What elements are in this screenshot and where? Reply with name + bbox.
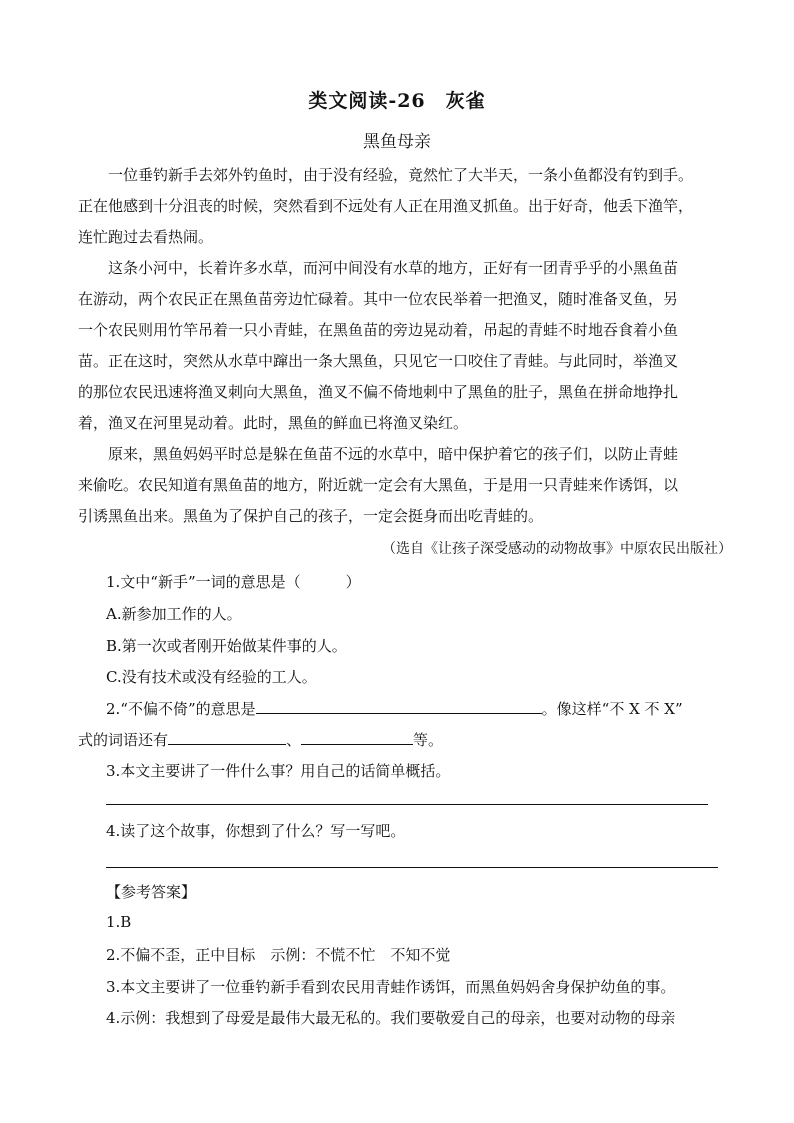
passage-source: （选自《让孩子深受感动的动物故事》中原农民出版社） <box>382 541 732 557</box>
answer-line[interactable] <box>106 804 708 805</box>
text-line: 苗。正在这时，突然从水草中蹿出一条大黑鱼，只见它一口咬住了青蛙。与此同时，举渔叉 <box>78 352 679 370</box>
question-4: 4.读了这个故事，你想到了什么？写一写吧。 <box>106 822 406 840</box>
question-2-line-1 <box>106 697 683 719</box>
text-line: 正在他感到十分沮丧的时候，突然看到不远处有人正在用渔叉抓鱼。出于好奇，他丢下渔竿， <box>78 197 694 215</box>
text-line: 这条小河中，长着许多水草，而河中间没有水草的地方，正好有一团青乎乎的小黑鱼苗 <box>78 259 679 277</box>
answer-3: 3.本文主要讲了一位垂钓新手看到农民用青蛙作诱饵，而黑鱼妈妈舍身保护幼鱼的事。 <box>106 978 676 996</box>
passage-paragraph-1 <box>78 160 718 253</box>
question-3: 3.本文主要讲了一件什么事？用自己的话简单概括。 <box>106 762 451 780</box>
question-2-text: 2.“不偏不倚”的意思是 <box>106 700 256 718</box>
text-line: 着，渔叉在河里晃动着。此时，黑鱼的鲜血已将渔叉染红。 <box>78 414 469 432</box>
question-1-option-a: A.新参加工作的人。 <box>106 605 242 623</box>
passage-paragraph-3 <box>78 439 718 532</box>
question-1-option-c: C.没有技术或没有经验的工人。 <box>106 668 317 686</box>
answer-line[interactable] <box>106 867 718 868</box>
text-line: 一位垂钓新手去郊外钓鱼时，由于没有经验，竟然忙了大半天，一条小鱼都没有钓到手。 <box>78 166 694 184</box>
passage-title: 黑鱼母亲 <box>363 132 431 152</box>
page-title: 类文阅读-26 灰雀 <box>308 90 486 112</box>
question-2-line-2 <box>78 728 443 750</box>
answer-4: 4.示例：我想到了母爱是最伟大最无私的。我们要敬爱自己的母亲，也要对动物的母亲 <box>106 1009 676 1027</box>
text-line: 的那位农民迅速将渔叉刺向大黑鱼，渔叉不偏不倚地刺中了黑鱼的肚子，黑鱼在拼命地挣扎 <box>78 383 679 401</box>
separator: 、 <box>286 731 302 749</box>
answer-blank[interactable] <box>256 697 542 714</box>
text-line: 一个农民则用竹竿吊着一只小青蛙，在黑鱼苗的旁边晃动着，吊起的青蛙不时地吞食着小鱼 <box>78 321 679 339</box>
question-2-text: 式的词语还有 <box>78 731 169 749</box>
text-line: 在游动，两个农民正在黑鱼苗旁边忙碌着。其中一位农民举着一把渔叉，随时准备叉鱼，另 <box>78 290 679 308</box>
text-line: 引诱黑鱼出来。黑鱼为了保护自己的孩子，一定会挺身而出吃青蛙的。 <box>78 507 544 525</box>
text-line: 来偷吃。农民知道有黑鱼苗的地方，附近就一定会有大黑鱼，于是用一只青蛙来作诱饵，以 <box>78 476 679 494</box>
text-line: 原来，黑鱼妈妈平时总是躲在鱼苗不远的水草中，暗中保护着它的孩子们，以防止青蛙 <box>78 445 679 463</box>
question-1: 1.文中“新手”一词的意思是（ ） <box>106 573 361 591</box>
question-2-text-end: 等。 <box>413 731 444 749</box>
text-line: 连忙跑过去看热闹。 <box>78 228 214 246</box>
question-2-text-tail: 。像这样“不 X 不 X” <box>541 700 683 718</box>
answer-blank[interactable] <box>301 728 413 745</box>
answer-1: 1.B <box>106 913 132 931</box>
answer-blank[interactable] <box>168 728 286 745</box>
answer-key-heading: 【参考答案】 <box>106 883 197 901</box>
question-1-option-b: B.第一次或者刚开始做某件事的人。 <box>106 637 347 655</box>
passage-paragraph-2 <box>78 253 718 439</box>
answer-2: 2.不偏不歪，正中目标 示例：不慌不忙 不知不觉 <box>106 946 451 964</box>
